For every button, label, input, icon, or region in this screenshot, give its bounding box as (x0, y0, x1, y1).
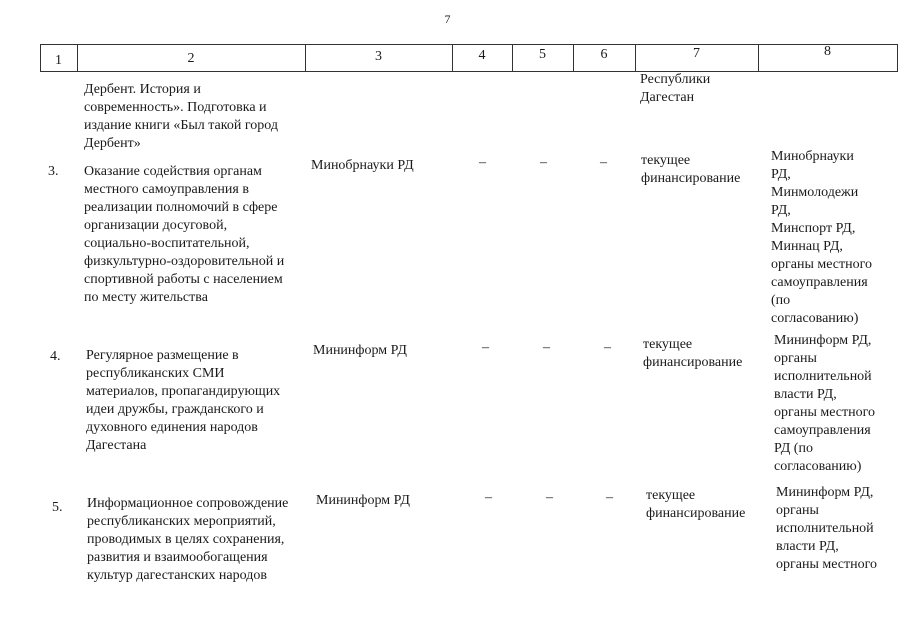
row-number: 5. (52, 500, 63, 515)
table-header-bottom-rule (40, 71, 898, 72)
column-header-3: 3 (375, 49, 382, 64)
row-responsible: Мининформ РД (313, 343, 407, 358)
row-cell-6: – (604, 340, 611, 355)
row-responsible: Мининформ РД (316, 493, 410, 508)
row-name: Информационное сопровождение республиканских мероприятий, проводимых в целях сохранения, развития и взаимообогащения культур дагестанских народов (87, 496, 289, 583)
continuation-source: Республики Дагестан (640, 72, 711, 105)
row-funding-source: текущее финансирование (643, 337, 743, 370)
row-name: Регулярное размещение в республиканских СМИ материалов, пропагандирующих идеи дружбы, гражданского и духовного единения народов Дагестана (86, 348, 281, 453)
column-header-1: 1 (55, 53, 62, 68)
row-cell-6: – (606, 490, 613, 505)
column-header-8: 8 (824, 44, 831, 59)
row-number: 3. (48, 164, 59, 179)
header-divider (897, 45, 898, 72)
row-cell-4: – (479, 155, 486, 170)
row-cell-4: – (482, 340, 489, 355)
column-header-7: 7 (693, 46, 700, 61)
column-header-2: 2 (187, 51, 195, 66)
column-header-5: 5 (539, 47, 546, 62)
row-responsible: Минобрнауки РД (311, 158, 414, 173)
row-executors: Минобрнауки РД, Минмолодежи РД, Минспорт РД, Миннац РД, органы местного самоуправления (по согласованию) (771, 149, 872, 326)
row-funding-source: текущее финансирование (646, 488, 746, 521)
row-cell-4: – (485, 490, 492, 505)
row-cell-5: – (546, 490, 553, 505)
row-cell-5: – (540, 155, 547, 170)
row-executors: Мининформ РД, органы исполнительной власти РД, органы местного самоуправления РД (по согласованию) (774, 333, 875, 474)
row-cell-6: – (600, 155, 607, 170)
row-name: Оказание содействия органам местного самоуправления в реализации полномочий в сфере организации досуговой, социально-воспитательной, физкультурно-оздоровительной и спортивной работы с населением по месту жительства (84, 164, 285, 305)
row-executors: Мининформ РД, органы исполнительной власти РД, органы местного (776, 485, 877, 572)
row-funding-source: текущее финансирование (641, 153, 741, 186)
continuation-name: Дербент. История и современность». Подготовка и издание книги «Был такой город Дербент» (84, 82, 278, 151)
page-number: 7 (444, 12, 451, 26)
column-header-6: 6 (600, 47, 608, 62)
row-number: 4. (50, 349, 61, 364)
column-header-4: 4 (478, 48, 486, 63)
row-cell-5: – (543, 340, 550, 355)
